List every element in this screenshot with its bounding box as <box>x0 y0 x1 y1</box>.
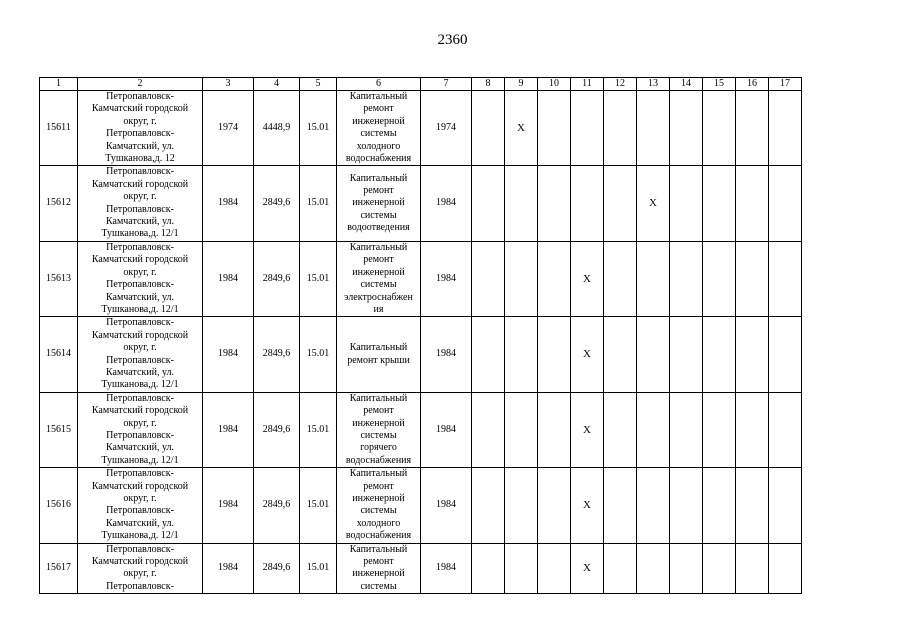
mark-cell <box>670 317 703 392</box>
code-cell: 15.01 <box>300 91 337 166</box>
mark-cell <box>571 166 604 241</box>
mark-cell: X <box>571 317 604 392</box>
work-type-cell: Капитальный ремонт инженерной системы электроснабжен ия <box>337 241 421 316</box>
mark-cell <box>670 241 703 316</box>
row-id-cell: 15617 <box>40 543 78 594</box>
header-cell: 5 <box>300 78 337 91</box>
mark-cell: X <box>571 468 604 543</box>
mark-cell <box>604 317 637 392</box>
mark-cell <box>472 166 505 241</box>
area-cell: 4448,9 <box>254 91 300 166</box>
year-cell: 1984 <box>421 392 472 467</box>
row-id-cell: 15611 <box>40 91 78 166</box>
mark-cell <box>703 317 736 392</box>
year-cell: 1984 <box>421 468 472 543</box>
mark-cell <box>670 392 703 467</box>
work-type-cell: Капитальный ремонт инженерной системы холодного водоснабжения <box>337 468 421 543</box>
year-cell: 1984 <box>421 543 472 594</box>
mark-cell <box>769 91 802 166</box>
table-row <box>40 543 802 594</box>
mark-cell <box>604 91 637 166</box>
mark-cell <box>637 468 670 543</box>
header-cell: 12 <box>604 78 637 91</box>
address-cell: Петропавловск- Камчатский городской округ, г. Петропавловск- Камчатский, ул. Тушканова,д. 12/1 <box>78 241 203 316</box>
mark-cell <box>637 317 670 392</box>
code-cell: 15.01 <box>300 166 337 241</box>
mark-cell <box>571 91 604 166</box>
mark-cell <box>769 543 802 594</box>
mark-cell <box>604 392 637 467</box>
mark-cell <box>538 241 571 316</box>
mark-cell <box>670 166 703 241</box>
mark-cell: X <box>571 543 604 594</box>
area-cell: 2849,6 <box>254 166 300 241</box>
row-id-cell: 15616 <box>40 468 78 543</box>
mark-cell <box>670 468 703 543</box>
mark-cell <box>670 91 703 166</box>
mark-cell <box>769 166 802 241</box>
row-id-cell: 15615 <box>40 392 78 467</box>
mark-cell <box>472 392 505 467</box>
header-cell: 15 <box>703 78 736 91</box>
mark-cell <box>769 241 802 316</box>
year-built-cell: 1974 <box>203 91 254 166</box>
year-built-cell: 1984 <box>203 241 254 316</box>
mark-cell <box>505 392 538 467</box>
mark-cell <box>604 468 637 543</box>
table-row <box>40 392 802 467</box>
work-type-cell: Капитальный ремонт инженерной системы горячего водоснабжения <box>337 392 421 467</box>
table-row <box>40 91 802 166</box>
mark-cell <box>769 317 802 392</box>
mark-cell <box>703 543 736 594</box>
mark-cell: X <box>571 241 604 316</box>
address-cell: Петропавловск- Камчатский городской округ, г. Петропавловск- Камчатский, ул. Тушканова,д. 12/1 <box>78 392 203 467</box>
year-built-cell: 1984 <box>203 543 254 594</box>
mark-cell <box>472 317 505 392</box>
address-cell: Петропавловск- Камчатский городской округ, г. Петропавловск- Камчатский, ул. Тушканова,д. 12/1 <box>78 317 203 392</box>
mark-cell: X <box>505 91 538 166</box>
header-cell: 1 <box>40 78 78 91</box>
year-cell: 1984 <box>421 317 472 392</box>
mark-cell <box>472 468 505 543</box>
code-cell: 15.01 <box>300 241 337 316</box>
header-cell: 8 <box>472 78 505 91</box>
mark-cell <box>538 392 571 467</box>
mark-cell <box>538 543 571 594</box>
mark-cell <box>538 91 571 166</box>
code-cell: 15.01 <box>300 543 337 594</box>
mark-cell <box>604 241 637 316</box>
mark-cell <box>703 392 736 467</box>
mark-cell <box>505 241 538 316</box>
page-number: 2360 <box>437 32 468 48</box>
area-cell: 2849,6 <box>254 241 300 316</box>
mark-cell <box>604 543 637 594</box>
data-table <box>39 77 802 594</box>
mark-cell <box>736 317 769 392</box>
row-id-cell: 15612 <box>40 166 78 241</box>
header-cell: 6 <box>337 78 421 91</box>
year-built-cell: 1984 <box>203 166 254 241</box>
address-cell: Петропавловск- Камчатский городской округ, г. Петропавловск- <box>78 543 203 594</box>
header-cell: 10 <box>538 78 571 91</box>
header-cell: 17 <box>769 78 802 91</box>
mark-cell <box>736 543 769 594</box>
year-built-cell: 1984 <box>203 317 254 392</box>
mark-cell <box>703 468 736 543</box>
mark-cell <box>472 543 505 594</box>
table-row <box>40 468 802 543</box>
header-cell: 4 <box>254 78 300 91</box>
table-row <box>40 166 802 241</box>
mark-cell <box>604 166 637 241</box>
mark-cell <box>505 468 538 543</box>
header-cell: 2 <box>78 78 203 91</box>
year-cell: 1974 <box>421 91 472 166</box>
header-cell: 16 <box>736 78 769 91</box>
table-header-row <box>40 78 802 91</box>
code-cell: 15.01 <box>300 468 337 543</box>
area-cell: 2849,6 <box>254 392 300 467</box>
work-type-cell: Капитальный ремонт крыши <box>337 317 421 392</box>
mark-cell <box>769 468 802 543</box>
mark-cell <box>505 543 538 594</box>
mark-cell <box>736 91 769 166</box>
year-built-cell: 1984 <box>203 468 254 543</box>
mark-cell <box>703 91 736 166</box>
header-cell: 14 <box>670 78 703 91</box>
year-cell: 1984 <box>421 241 472 316</box>
area-cell: 2849,6 <box>254 317 300 392</box>
mark-cell <box>637 241 670 316</box>
mark-cell <box>538 317 571 392</box>
header-cell: 11 <box>571 78 604 91</box>
mark-cell <box>670 543 703 594</box>
year-built-cell: 1984 <box>203 392 254 467</box>
mark-cell <box>736 241 769 316</box>
mark-cell: X <box>637 166 670 241</box>
code-cell: 15.01 <box>300 317 337 392</box>
mark-cell <box>703 166 736 241</box>
mark-cell <box>637 392 670 467</box>
mark-cell <box>637 543 670 594</box>
mark-cell <box>505 317 538 392</box>
mark-cell <box>472 91 505 166</box>
address-cell: Петропавловск- Камчатский городской округ, г. Петропавловск- Камчатский, ул. Тушканова,д. 12 <box>78 91 203 166</box>
mark-cell <box>637 91 670 166</box>
address-cell: Петропавловск- Камчатский городской округ, г. Петропавловск- Камчатский, ул. Тушканова,д. 12/1 <box>78 468 203 543</box>
mark-cell <box>736 392 769 467</box>
mark-cell <box>472 241 505 316</box>
table-row <box>40 241 802 316</box>
address-cell: Петропавловск- Камчатский городской округ, г. Петропавловск- Камчатский, ул. Тушканова,д. 12/1 <box>78 166 203 241</box>
header-cell: 13 <box>637 78 670 91</box>
header-cell: 9 <box>505 78 538 91</box>
work-type-cell: Капитальный ремонт инженерной системы водоотведения <box>337 166 421 241</box>
area-cell: 2849,6 <box>254 543 300 594</box>
mark-cell <box>538 166 571 241</box>
mark-cell <box>736 166 769 241</box>
mark-cell <box>703 241 736 316</box>
mark-cell <box>736 468 769 543</box>
row-id-cell: 15614 <box>40 317 78 392</box>
table-row <box>40 317 802 392</box>
header-cell: 7 <box>421 78 472 91</box>
year-cell: 1984 <box>421 166 472 241</box>
mark-cell <box>538 468 571 543</box>
mark-cell: X <box>571 392 604 467</box>
area-cell: 2849,6 <box>254 468 300 543</box>
mark-cell <box>505 166 538 241</box>
work-type-cell: Капитальный ремонт инженерной системы <box>337 543 421 594</box>
header-cell: 3 <box>203 78 254 91</box>
code-cell: 15.01 <box>300 392 337 467</box>
mark-cell <box>769 392 802 467</box>
work-type-cell: Капитальный ремонт инженерной системы холодного водоснабжения <box>337 91 421 166</box>
row-id-cell: 15613 <box>40 241 78 316</box>
